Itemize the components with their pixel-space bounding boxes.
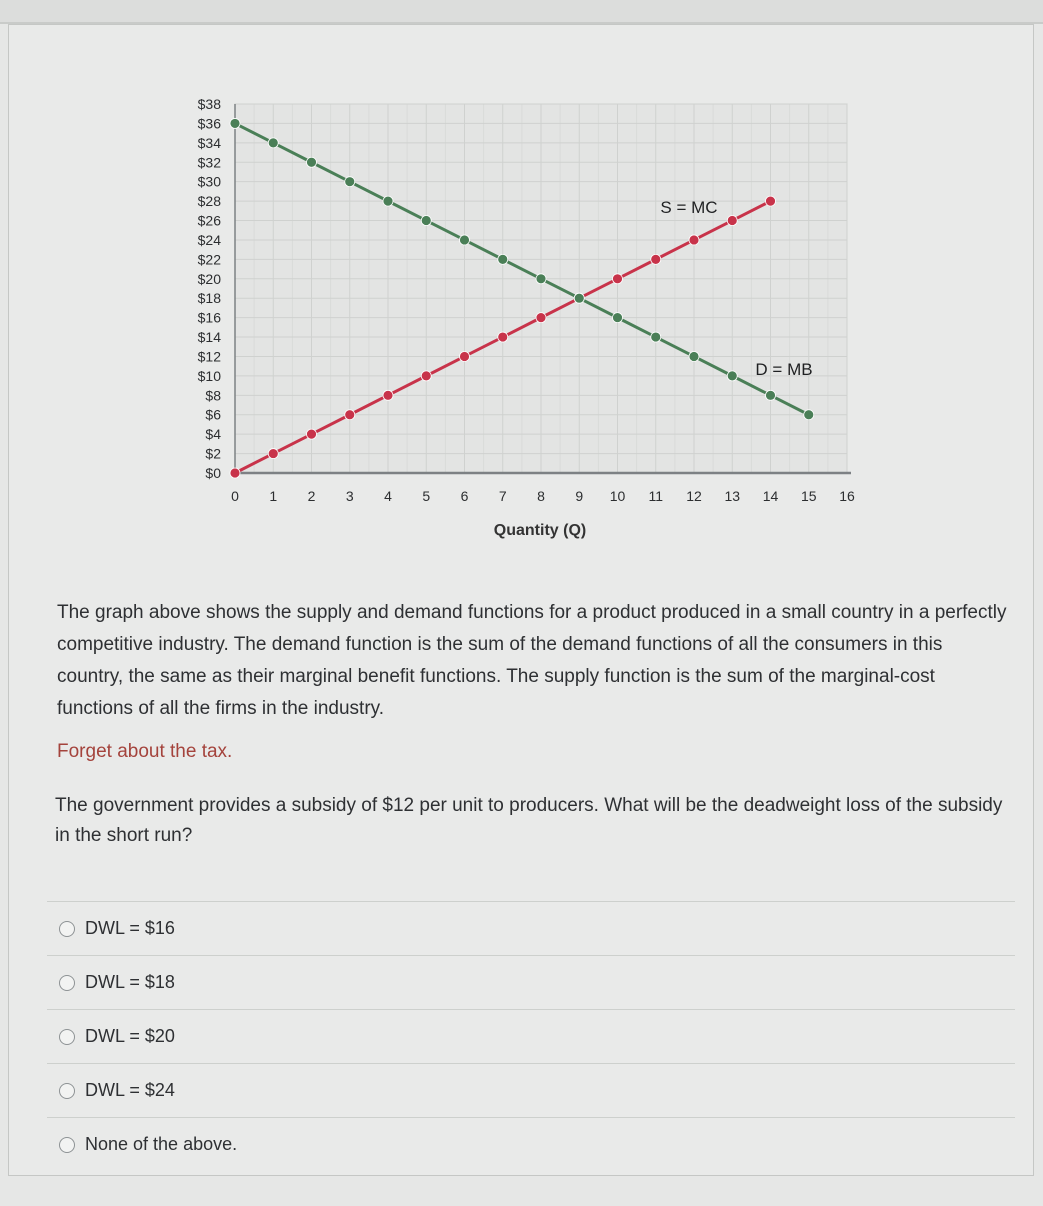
radio-button[interactable]: [59, 921, 75, 937]
header-strip: [0, 0, 1043, 24]
demand-point: [536, 274, 546, 284]
demand-point: [766, 390, 776, 400]
x-tick-label: 6: [460, 488, 469, 504]
question-prompt: The government provides a subsidy of $12 per unit to producers. What will be the deadweight loss of the subsidy in the short run?: [55, 795, 1003, 846]
x-tick-label: 14: [762, 488, 779, 504]
demand-point: [651, 332, 661, 342]
demand-point: [268, 138, 278, 148]
y-tick-label: $28: [197, 193, 221, 210]
note-text: Forget about the tax.: [57, 741, 233, 762]
y-tick-label: $22: [197, 251, 221, 268]
demand-point: [383, 196, 393, 206]
y-tick-label: $12: [197, 348, 221, 365]
supply-point: [345, 410, 355, 420]
supply-point: [498, 332, 508, 342]
option-label: DWL = $24: [85, 1080, 175, 1100]
radio-button[interactable]: [59, 1083, 75, 1099]
demand-point: [307, 157, 317, 167]
demand-point: [498, 254, 508, 264]
y-tick-label: $6: [205, 406, 221, 423]
demand-curve-label: D = MB: [755, 360, 813, 379]
supply-point: [230, 468, 240, 478]
supply-point: [307, 429, 317, 439]
supply-curve-label: S = MC: [660, 198, 718, 217]
option-label: None of the above.: [85, 1134, 238, 1154]
option-dwl-18[interactable]: [47, 955, 1015, 1009]
supply-point: [383, 390, 393, 400]
chart-grid: [235, 104, 847, 473]
x-tick-label: 1: [269, 488, 278, 504]
option-dwl-20[interactable]: [47, 1009, 1015, 1063]
supply-point: [689, 235, 699, 245]
demand-point: [689, 351, 699, 361]
x-axis-label: Quantity (Q): [493, 522, 587, 539]
demand-point: [460, 235, 470, 245]
option-dwl-24[interactable]: [47, 1063, 1015, 1117]
y-tick-labels: [198, 96, 222, 481]
x-tick-label: 0: [231, 488, 239, 504]
x-tick-label: 12: [686, 488, 702, 504]
y-tick-label: $30: [197, 173, 221, 190]
demand-point: [613, 313, 623, 323]
x-tick-label: 15: [800, 488, 817, 504]
option-label: DWL = $20: [85, 1026, 175, 1046]
y-tick-label: $8: [205, 387, 221, 404]
question-paragraph: [57, 597, 1007, 725]
y-tick-label: $14: [197, 329, 221, 346]
y-tick-label: $36: [197, 115, 221, 132]
supply-point: [421, 371, 431, 381]
question-paragraph-text: The graph above shows the supply and demand functions for a product produced in a small country in a perfectly competitive industry. The demand function is the sum of the demand functions of all the consumers in this country, the same as their marginal benefit functions. The supply function is the sum of the marginal-cost functions of all the firms in the industry.: [57, 602, 1007, 719]
x-tick-label: 16: [839, 488, 855, 504]
x-tick-label: 5: [422, 488, 431, 504]
x-tick-label: 7: [498, 488, 507, 504]
supply-point: [268, 449, 278, 459]
x-tick-label: 9: [575, 488, 584, 504]
y-tick-label: $0: [205, 465, 221, 481]
demand-point: [727, 371, 737, 381]
supply-point: [536, 313, 546, 323]
y-tick-label: $32: [197, 154, 221, 171]
y-tick-label: $20: [197, 270, 221, 287]
y-tick-label: $38: [197, 96, 221, 112]
demand-point: [421, 216, 431, 226]
demand-point: [574, 293, 584, 303]
answer-options: [47, 901, 1015, 1171]
y-tick-label: $24: [197, 231, 221, 248]
option-label: DWL = $18: [85, 972, 175, 992]
x-tick-label: 13: [724, 488, 741, 504]
y-tick-label: $10: [197, 367, 221, 384]
x-tick-label: 8: [537, 488, 545, 504]
question-card: [8, 24, 1034, 1176]
y-tick-label: $4: [205, 426, 221, 443]
supply-point: [651, 254, 661, 264]
y-tick-label: $18: [197, 290, 221, 307]
option-none[interactable]: [47, 1117, 1015, 1171]
y-tick-label: $34: [197, 134, 221, 151]
demand-point: [230, 118, 240, 128]
x-tick-label: 3: [345, 488, 354, 504]
option-dwl-16[interactable]: [47, 901, 1015, 955]
demand-point: [345, 177, 355, 187]
supply-point: [613, 274, 623, 284]
x-tick-label: 2: [307, 488, 316, 504]
supply-demand-chart: [9, 25, 1033, 585]
y-tick-label: $2: [205, 445, 221, 462]
radio-button[interactable]: [59, 1137, 75, 1153]
supply-point: [460, 351, 470, 361]
demand-point: [804, 410, 814, 420]
x-tick-label: 10: [609, 488, 626, 504]
x-tick-labels: [231, 488, 855, 504]
radio-button[interactable]: [59, 975, 75, 991]
supply-point: [766, 196, 776, 206]
y-tick-label: $26: [197, 212, 221, 229]
option-label: DWL = $16: [85, 918, 175, 938]
x-tick-label: 4: [384, 488, 392, 504]
supply-point: [727, 216, 737, 226]
y-tick-label: $16: [197, 309, 221, 326]
radio-button[interactable]: [59, 1029, 75, 1045]
x-tick-label: 11: [648, 488, 664, 504]
